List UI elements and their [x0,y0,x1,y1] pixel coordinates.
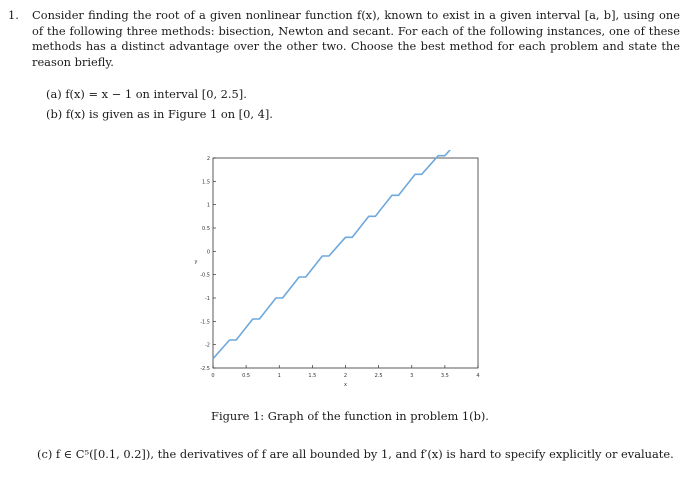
x-tick-label: 3 [410,373,414,379]
x-tick-label: 1.5 [308,373,317,379]
subproblem-b-label: (b) [46,107,63,121]
subproblem-c-label: (c) [37,447,53,461]
y-axis-label: y [194,259,198,265]
y-tick-label: -2 [205,342,210,349]
y-tick-label: 0 [206,249,210,256]
function-plot [190,150,490,390]
x-tick-label: 4 [476,373,480,379]
y-tick-label: 0.5 [202,226,210,232]
problem-number: 1. [8,8,19,22]
subproblem-a-text: f(x) = x − 1 on interval [0, 2.5]. [65,87,247,101]
subproblem-c [37,446,682,462]
problem-statement [8,8,680,70]
subproblem-b [46,104,273,124]
x-tick-label: 2.5 [374,373,383,379]
y-tick-label: -0.5 [200,272,210,279]
y-tick-label: -1 [205,296,210,302]
subproblem-a [46,84,273,104]
y-tick-label: 1 [206,202,210,209]
subproblem-c-text: f ∈ C⁵([0.1, 0.2]), the derivatives of f are all bounded by 1, and f′(x) is hard to specify explicitly or evaluate. [55,447,674,461]
subproblem-a-label: (a) [46,87,62,101]
figure-caption: Figure 1: Graph of the function in problem 1(b). [211,409,489,423]
series-line [213,150,478,359]
problem-text: Consider finding the root of a given nonlinear function f(x), known to exist in a given interval [a, b], using one of the following three methods: bisection, Newton and secant. For each of the following instances, one of these methods has a distinct advantage over the other two. Choose the best method for each problem and state the reason briefly. [32,8,680,69]
x-tick-label: 0 [211,373,215,379]
y-tick-label: 1.5 [202,179,210,186]
x-tick-label: 3.5 [440,373,449,379]
figure-1 [190,150,490,390]
subproblem-b-text: f(x) is given as in Figure 1 on [0, 4]. [65,107,273,121]
y-tick-label: -1.5 [200,319,210,326]
y-tick-label: 2 [206,156,210,162]
subproblem-list [46,84,273,124]
x-axis-label: x [344,382,347,388]
y-tick-label: -2.5 [200,366,210,372]
x-tick-label: 1 [277,373,281,379]
x-tick-label: 2 [343,373,348,379]
plot-frame [213,158,478,368]
x-tick-label: 0.5 [242,373,251,379]
